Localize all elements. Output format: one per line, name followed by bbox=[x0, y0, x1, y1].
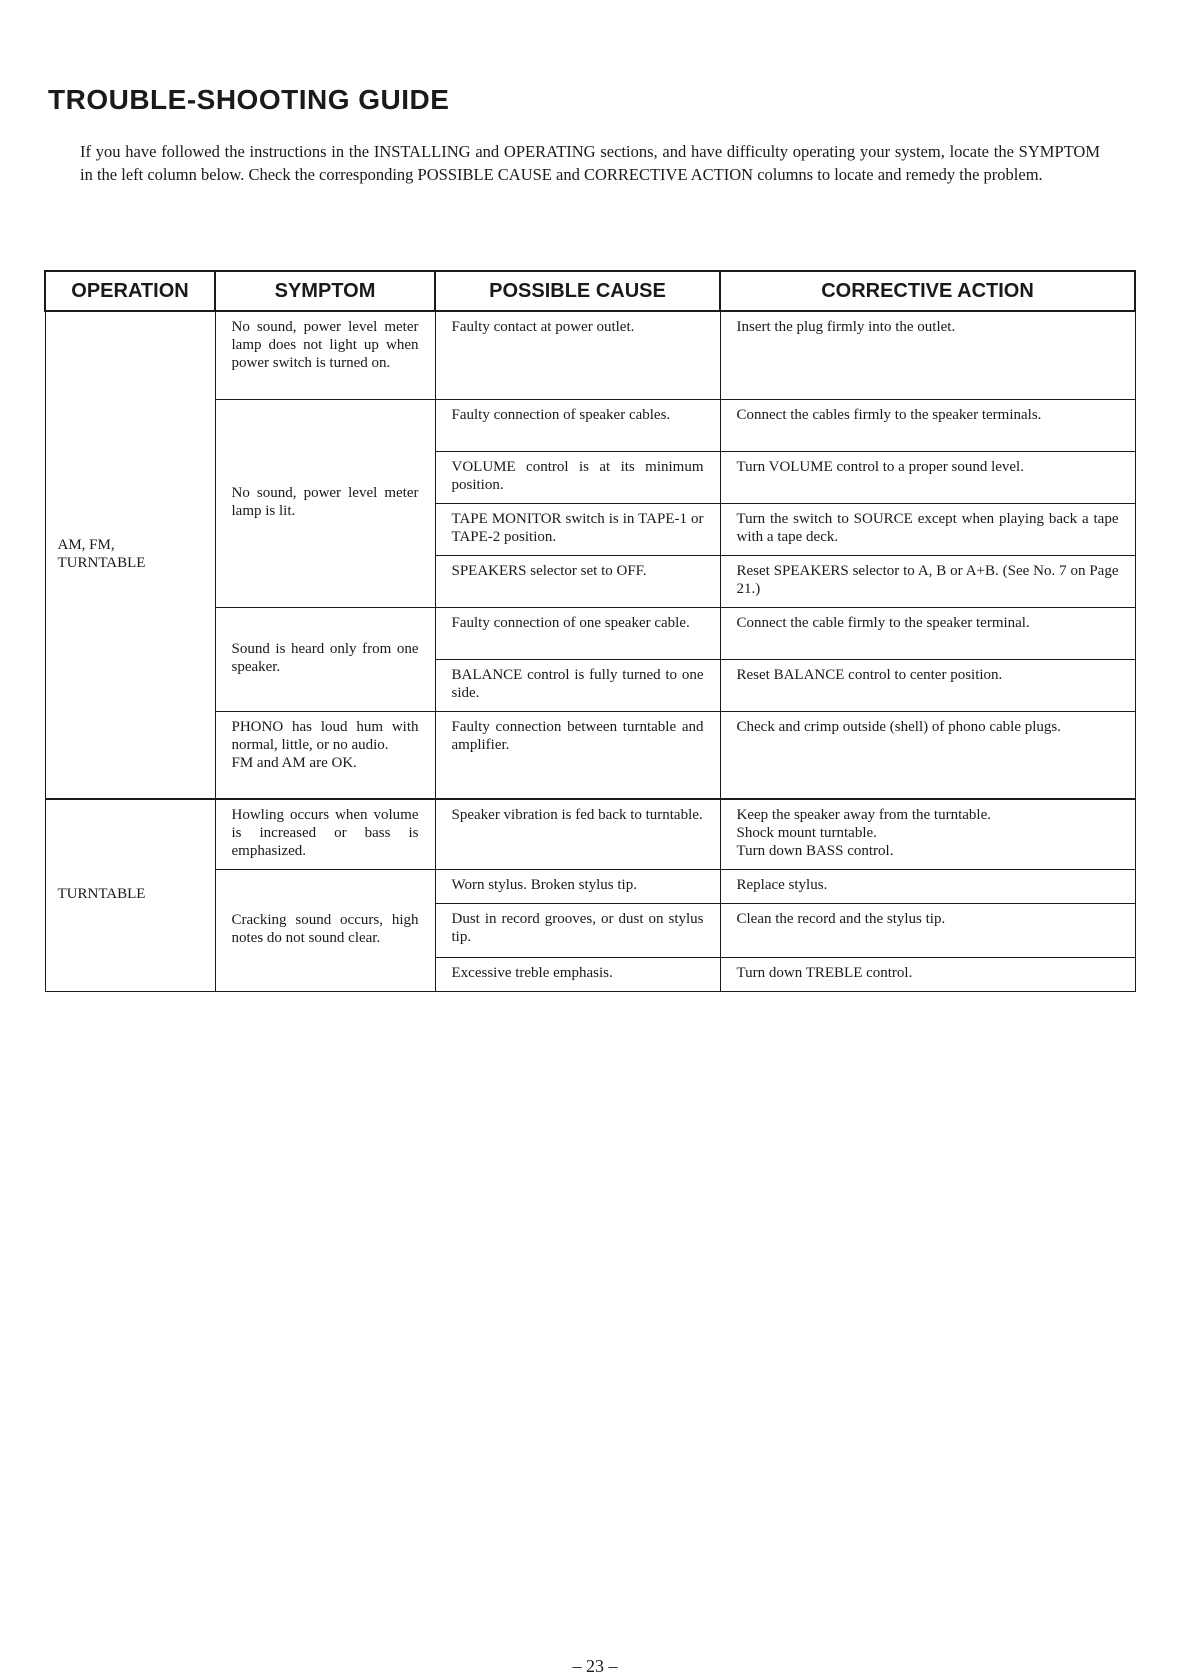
table-header-row bbox=[45, 271, 1135, 311]
cause-cell: Excessive treble emphasis. bbox=[435, 957, 720, 991]
symptom-cell: No sound, power level meter lamp is lit. bbox=[215, 399, 435, 607]
symptom-cell: No sound, power level meter lamp does not light up when power switch is turned on. bbox=[215, 311, 435, 399]
intro-paragraph: If you have followed the instructions in the INSTALLING and OPERATING sections, and have difficulty operating your system, locate the SYMPTOM in the left column below. Check the corresponding POSSIBLE CAUSE and CORRECTIVE ACTION columns to locate and remedy the problem. bbox=[80, 142, 1100, 184]
action-cell: Turn down TREBLE control. bbox=[720, 957, 1135, 991]
action-cell: Clean the record and the stylus tip. bbox=[720, 903, 1135, 957]
cause-cell: Faulty connection of speaker cables. bbox=[435, 399, 720, 451]
cause-cell: Faulty connection of one speaker cable. bbox=[435, 607, 720, 659]
cause-cell: Speaker vibration is fed back to turntable. bbox=[435, 799, 720, 869]
action-cell: Check and crimp outside (shell) of phono cable plugs. bbox=[720, 711, 1135, 799]
action-cell: Replace stylus. bbox=[720, 869, 1135, 903]
header-corrective-action: CORRECTIVE ACTION bbox=[720, 271, 1135, 311]
header-possible-cause: POSSIBLE CAUSE bbox=[435, 271, 720, 311]
action-cell: Reset BALANCE control to center position. bbox=[720, 659, 1135, 711]
operation-cell: TURNTABLE bbox=[45, 799, 215, 991]
cause-cell: Dust in record grooves, or dust on stylus tip. bbox=[435, 903, 720, 957]
operation-cell: AM, FM, TURNTABLE bbox=[45, 311, 215, 799]
header-operation: OPERATION bbox=[45, 271, 215, 311]
action-cell: Turn VOLUME control to a proper sound level. bbox=[720, 451, 1135, 503]
table-row bbox=[45, 311, 1135, 399]
symptom-cell: PHONO has loud hum with normal, little, or no audio. FM and AM are OK. bbox=[215, 711, 435, 799]
action-cell: Connect the cables firmly to the speaker terminals. bbox=[720, 399, 1135, 451]
page-number: – 23 – bbox=[572, 1656, 618, 1676]
trouble-shooting-table bbox=[44, 270, 1136, 992]
action-cell: Reset SPEAKERS selector to A, B or A+B. (See No. 7 on Page 21.) bbox=[720, 555, 1135, 607]
action-cell: Insert the plug firmly into the outlet. bbox=[720, 311, 1135, 399]
action-cell: Connect the cable firmly to the speaker terminal. bbox=[720, 607, 1135, 659]
cause-cell: TAPE MONITOR switch is in TAPE-1 or TAPE-2 position. bbox=[435, 503, 720, 555]
action-cell: Turn the switch to SOURCE except when playing back a tape with a tape deck. bbox=[720, 503, 1135, 555]
symptom-cell: Cracking sound occurs, high notes do not sound clear. bbox=[215, 869, 435, 991]
cause-cell: Faulty contact at power outlet. bbox=[435, 311, 720, 399]
action-cell: Keep the speaker away from the turntable. Shock mount turntable. Turn down BASS control. bbox=[720, 799, 1135, 869]
cause-cell: SPEAKERS selector set to OFF. bbox=[435, 555, 720, 607]
cause-cell: BALANCE control is fully turned to one side. bbox=[435, 659, 720, 711]
header-symptom: SYMPTOM bbox=[215, 271, 435, 311]
symptom-cell: Howling occurs when volume is increased or bass is emphasized. bbox=[215, 799, 435, 869]
page-title: TROUBLE-SHOOTING GUIDE bbox=[48, 84, 450, 115]
cause-cell: Worn stylus. Broken stylus tip. bbox=[435, 869, 720, 903]
cause-cell: VOLUME control is at its minimum position. bbox=[435, 451, 720, 503]
table-row bbox=[45, 799, 1135, 869]
cause-cell: Faulty connection between turntable and amplifier. bbox=[435, 711, 720, 799]
symptom-cell: Sound is heard only from one speaker. bbox=[215, 607, 435, 711]
